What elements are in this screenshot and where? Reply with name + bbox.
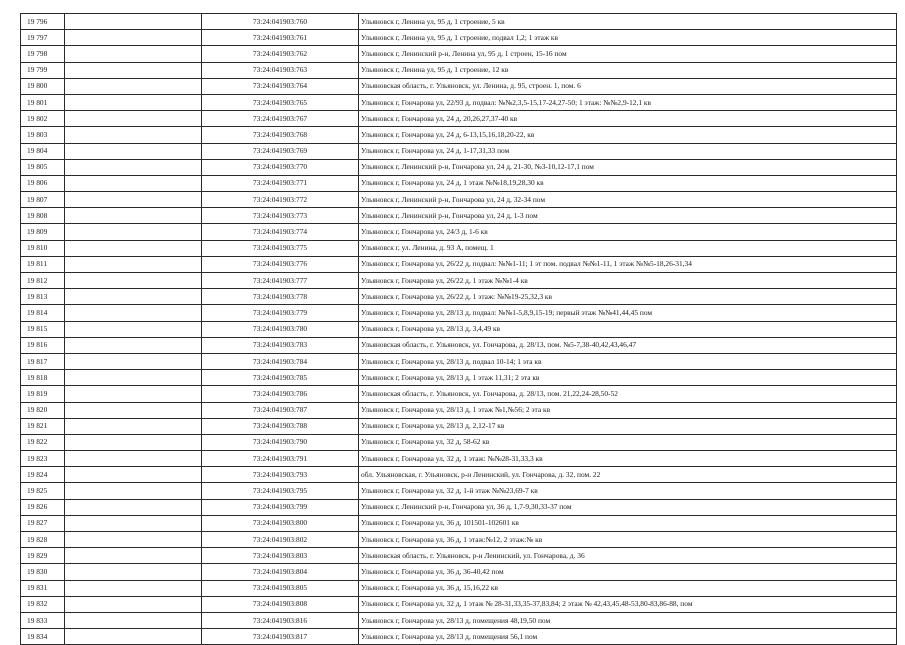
address-cell: Ульяновск г, Гончарова ул, 32 д, 58-62 кв xyxy=(359,434,897,450)
empty-cell xyxy=(65,580,202,596)
empty-cell xyxy=(65,418,202,434)
cadastral-number-cell: 73:24:041903:764 xyxy=(202,78,359,94)
cadastral-number-cell: 73:24:041903:774 xyxy=(202,224,359,240)
table-row xyxy=(21,370,897,386)
row-number-cell: 19 830 xyxy=(21,564,65,580)
table-row xyxy=(21,564,897,580)
table-row xyxy=(21,499,897,515)
table-row xyxy=(21,94,897,110)
cadastral-number-cell: 73:24:041903:761 xyxy=(202,30,359,46)
address-cell: Ульяновск г, Гончарова ул, 28/13 д, 3,4,49 кв xyxy=(359,321,897,337)
empty-cell xyxy=(65,499,202,515)
empty-cell xyxy=(65,30,202,46)
row-number-cell: 19 811 xyxy=(21,256,65,272)
empty-cell xyxy=(65,467,202,483)
property-register-table xyxy=(20,13,897,645)
address-cell: Ульяновск г, Гончарова ул, 26/22 д, 1 этаж №№1-4 кв xyxy=(359,273,897,289)
cadastral-number-cell: 73:24:041903:773 xyxy=(202,208,359,224)
cadastral-number-cell: 73:24:041903:790 xyxy=(202,434,359,450)
table-row xyxy=(21,175,897,191)
empty-cell xyxy=(65,240,202,256)
table-row xyxy=(21,256,897,272)
address-cell: Ульяновская область, г. Ульяновск, ул. Ленина, д. 95, строен. 1, пом. 6 xyxy=(359,78,897,94)
cadastral-number-cell: 73:24:041903:802 xyxy=(202,532,359,548)
empty-cell xyxy=(65,46,202,62)
empty-cell xyxy=(65,451,202,467)
address-cell: Ульяновск г, Гончарова ул, 28/13 д, подвал: №№1-5,8,9,15-19; первый этаж №№41,44,45 пом xyxy=(359,305,897,321)
cadastral-number-cell: 73:24:041903:763 xyxy=(202,62,359,78)
address-cell: Ульяновск г, Гончарова ул, 28/13 д, 1 этаж 11,31; 2 эта кв xyxy=(359,370,897,386)
cadastral-number-cell: 73:24:041903:762 xyxy=(202,46,359,62)
cadastral-number-cell: 73:24:041903:779 xyxy=(202,305,359,321)
empty-cell xyxy=(65,127,202,143)
empty-cell xyxy=(65,370,202,386)
table-row xyxy=(21,14,897,30)
row-number-cell: 19 804 xyxy=(21,143,65,159)
row-number-cell: 19 823 xyxy=(21,451,65,467)
table-row xyxy=(21,111,897,127)
cadastral-number-cell: 73:24:041903:770 xyxy=(202,159,359,175)
cadastral-number-cell: 73:24:041903:767 xyxy=(202,111,359,127)
cadastral-number-cell: 73:24:041903:783 xyxy=(202,337,359,353)
row-number-cell: 19 820 xyxy=(21,402,65,418)
empty-cell xyxy=(65,337,202,353)
address-cell: Ульяновск г, Гончарова ул, 26/22 д, 1 этаж: №№19-25,32,3 кв xyxy=(359,289,897,305)
empty-cell xyxy=(65,612,202,628)
row-number-cell: 19 799 xyxy=(21,62,65,78)
row-number-cell: 19 825 xyxy=(21,483,65,499)
address-cell: Ульяновск г, Ленинский р-н, Гончарова ул, 24 д, 21-30, №3-10,12-17,1 пом xyxy=(359,159,897,175)
table-row xyxy=(21,532,897,548)
empty-cell xyxy=(65,256,202,272)
table-row xyxy=(21,515,897,531)
row-number-cell: 19 806 xyxy=(21,175,65,191)
address-cell: Ульяновск г, ул. Ленина, д. 93 А, помещ. 1 xyxy=(359,240,897,256)
cadastral-number-cell: 73:24:041903:787 xyxy=(202,402,359,418)
address-cell: Ульяновск г, Гончарова ул, 32 д, 1 этаж № 28-31,33,35-37,83,84; 2 этаж № 42,43,45,48-53,80-83,86-88, пом xyxy=(359,596,897,612)
row-number-cell: 19 809 xyxy=(21,224,65,240)
empty-cell xyxy=(65,532,202,548)
address-cell: Ульяновск г, Гончарова ул, 24 д, 20,26,27,37-40 кв xyxy=(359,111,897,127)
table-row xyxy=(21,289,897,305)
table-row xyxy=(21,337,897,353)
address-cell: Ульяновск г, Гончарова ул, 28/13 д, подвал 10-14; 1 эта кв xyxy=(359,353,897,369)
table-row xyxy=(21,143,897,159)
cadastral-number-cell: 73:24:041903:771 xyxy=(202,175,359,191)
empty-cell xyxy=(65,596,202,612)
address-cell: Ульяновская область, г. Ульяновск, ул. Гончарова, д. 28/13, пом. №5-7,38-40,42,43,46,47 xyxy=(359,337,897,353)
empty-cell xyxy=(65,14,202,30)
row-number-cell: 19 810 xyxy=(21,240,65,256)
address-cell: Ульяновская область, г. Ульяновск, ул. Гончарова, д. 28/13, пом. 21,22,24-28,50-52 xyxy=(359,386,897,402)
table-row xyxy=(21,159,897,175)
address-cell: Ульяновск г, Гончарова ул, 24 д, 1-17,31,33 пом xyxy=(359,143,897,159)
cadastral-number-cell: 73:24:041903:768 xyxy=(202,127,359,143)
empty-cell xyxy=(65,434,202,450)
empty-cell xyxy=(65,273,202,289)
table-row xyxy=(21,208,897,224)
cadastral-number-cell: 73:24:041903:760 xyxy=(202,14,359,30)
address-cell: обл. Ульяновская, г. Ульяновск, р-н Ленинский, ул. Гончарова, д. 32, пом. 22 xyxy=(359,467,897,483)
address-cell: Ульяновская область, г. Ульяновск, р-н Ленинский, ул. Гончарова, д. 36 xyxy=(359,548,897,564)
empty-cell xyxy=(65,224,202,240)
row-number-cell: 19 800 xyxy=(21,78,65,94)
address-cell: Ульяновск г, Гончарова ул, 36 д, 1 этаж:№12, 2 этаж:№ кв xyxy=(359,532,897,548)
address-cell: Ульяновск г, Ленинский р-н, Гончарова ул, 36 д, 1,7-9,30,33-37 пом xyxy=(359,499,897,515)
empty-cell xyxy=(65,175,202,191)
address-cell: Ульяновск г, Гончарова ул, 32 д, 1 этаж: №№28-31,33,3 кв xyxy=(359,451,897,467)
table-row xyxy=(21,127,897,143)
row-number-cell: 19 807 xyxy=(21,192,65,208)
table-row xyxy=(21,580,897,596)
row-number-cell: 19 796 xyxy=(21,14,65,30)
empty-cell xyxy=(65,62,202,78)
cadastral-number-cell: 73:24:041903:786 xyxy=(202,386,359,402)
empty-cell xyxy=(65,143,202,159)
table-row xyxy=(21,353,897,369)
empty-cell xyxy=(65,629,202,645)
row-number-cell: 19 833 xyxy=(21,612,65,628)
row-number-cell: 19 832 xyxy=(21,596,65,612)
cadastral-number-cell: 73:24:041903:772 xyxy=(202,192,359,208)
cadastral-number-cell: 73:24:041903:795 xyxy=(202,483,359,499)
row-number-cell: 19 821 xyxy=(21,418,65,434)
row-number-cell: 19 803 xyxy=(21,127,65,143)
table-row xyxy=(21,483,897,499)
cadastral-number-cell: 73:24:041903:785 xyxy=(202,370,359,386)
address-cell: Ульяновск г, Гончарова ул, 28/13 д, 2,12-17 кв xyxy=(359,418,897,434)
address-cell: Ульяновск г, Ленина ул, 95 д, 1 строение, 5 кв xyxy=(359,14,897,30)
address-cell: Ульяновск г, Гончарова ул, 28/13 д, помещения 48,19,50 пом xyxy=(359,612,897,628)
address-cell: Ульяновск г, Гончарова ул, 28/13 д, помещения 56,1 пом xyxy=(359,629,897,645)
table-row xyxy=(21,305,897,321)
table-row xyxy=(21,321,897,337)
row-number-cell: 19 822 xyxy=(21,434,65,450)
address-cell: Ульяновск г, Ленинский р-н, Гончарова ул, 24 д, 1-3 пом xyxy=(359,208,897,224)
empty-cell xyxy=(65,305,202,321)
row-number-cell: 19 824 xyxy=(21,467,65,483)
row-number-cell: 19 819 xyxy=(21,386,65,402)
table-row xyxy=(21,386,897,402)
empty-cell xyxy=(65,159,202,175)
address-cell: Ульяновск г, Ленинский р-н, Ленина ул, 95 д, 1 строен, 15-16 пом xyxy=(359,46,897,62)
row-number-cell: 19 805 xyxy=(21,159,65,175)
address-cell: Ульяновск г, Гончарова ул, 28/13 д, 1 этаж №1,№56; 2 эта кв xyxy=(359,402,897,418)
cadastral-number-cell: 73:24:041903:799 xyxy=(202,499,359,515)
cadastral-number-cell: 73:24:041903:816 xyxy=(202,612,359,628)
cadastral-number-cell: 73:24:041903:780 xyxy=(202,321,359,337)
empty-cell xyxy=(65,289,202,305)
empty-cell xyxy=(65,386,202,402)
row-number-cell: 19 816 xyxy=(21,337,65,353)
address-cell: Ульяновск г, Гончарова ул, 22/93 д, подвал: №№2,3,5-15,17-24,27-50; 1 этаж: №№2,9-12,1 кв xyxy=(359,94,897,110)
cadastral-number-cell: 73:24:041903:800 xyxy=(202,515,359,531)
row-number-cell: 19 814 xyxy=(21,305,65,321)
row-number-cell: 19 798 xyxy=(21,46,65,62)
table-row xyxy=(21,629,897,645)
empty-cell xyxy=(65,548,202,564)
cadastral-number-cell: 73:24:041903:765 xyxy=(202,94,359,110)
row-number-cell: 19 827 xyxy=(21,515,65,531)
cadastral-number-cell: 73:24:041903:788 xyxy=(202,418,359,434)
row-number-cell: 19 817 xyxy=(21,353,65,369)
cadastral-number-cell: 73:24:041903:784 xyxy=(202,353,359,369)
cadastral-number-cell: 73:24:041903:778 xyxy=(202,289,359,305)
cadastral-number-cell: 73:24:041903:803 xyxy=(202,548,359,564)
address-cell: Ульяновск г, Ленинский р-н, Гончарова ул, 24 д, 32-34 пом xyxy=(359,192,897,208)
cadastral-number-cell: 73:24:041903:791 xyxy=(202,451,359,467)
address-cell: Ульяновск г, Гончарова ул, 24 д, 6-13,15,16,18,20-22, кв xyxy=(359,127,897,143)
cadastral-number-cell: 73:24:041903:776 xyxy=(202,256,359,272)
table-row xyxy=(21,62,897,78)
table-row xyxy=(21,192,897,208)
row-number-cell: 19 813 xyxy=(21,289,65,305)
empty-cell xyxy=(65,208,202,224)
row-number-cell: 19 808 xyxy=(21,208,65,224)
table-row xyxy=(21,451,897,467)
cadastral-number-cell: 73:24:041903:804 xyxy=(202,564,359,580)
address-cell: Ульяновск г, Гончарова ул, 32 д, 1-й этаж №№23,69-7 кв xyxy=(359,483,897,499)
cadastral-number-cell: 73:24:041903:769 xyxy=(202,143,359,159)
row-number-cell: 19 815 xyxy=(21,321,65,337)
row-number-cell: 19 831 xyxy=(21,580,65,596)
table-row xyxy=(21,548,897,564)
empty-cell xyxy=(65,94,202,110)
row-number-cell: 19 797 xyxy=(21,30,65,46)
address-cell: Ульяновск г, Ленина ул, 95 д, 1 строение, 12 кв xyxy=(359,62,897,78)
row-number-cell: 19 801 xyxy=(21,94,65,110)
cadastral-number-cell: 73:24:041903:808 xyxy=(202,596,359,612)
cadastral-number-cell: 73:24:041903:775 xyxy=(202,240,359,256)
table-row xyxy=(21,434,897,450)
empty-cell xyxy=(65,515,202,531)
address-cell: Ульяновск г, Гончарова ул, 36 д, 36-40,42 пом xyxy=(359,564,897,580)
table-row xyxy=(21,467,897,483)
address-cell: Ульяновск г, Гончарова ул, 36 д, 101501-102601 кв xyxy=(359,515,897,531)
table-row xyxy=(21,30,897,46)
row-number-cell: 19 829 xyxy=(21,548,65,564)
cadastral-number-cell: 73:24:041903:793 xyxy=(202,467,359,483)
table-row xyxy=(21,612,897,628)
empty-cell xyxy=(65,321,202,337)
row-number-cell: 19 826 xyxy=(21,499,65,515)
empty-cell xyxy=(65,564,202,580)
empty-cell xyxy=(65,78,202,94)
cadastral-number-cell: 73:24:041903:805 xyxy=(202,580,359,596)
empty-cell xyxy=(65,483,202,499)
address-cell: Ульяновск г, Гончарова ул, 36 д, 15,16,22 кв xyxy=(359,580,897,596)
row-number-cell: 19 818 xyxy=(21,370,65,386)
address-cell: Ульяновск г, Гончарова ул, 26/22 д, подвал: №№1-11; 1 эт пом. подвал №№1-11, 1 этаж №№5-18,26-31,34 xyxy=(359,256,897,272)
address-cell: Ульяновск г, Ленина ул, 95 д, 1 строение, подвал 1,2; 1 этаж кв xyxy=(359,30,897,46)
row-number-cell: 19 802 xyxy=(21,111,65,127)
table-row xyxy=(21,240,897,256)
table-row xyxy=(21,273,897,289)
empty-cell xyxy=(65,353,202,369)
table-row xyxy=(21,46,897,62)
table-row xyxy=(21,418,897,434)
table-row xyxy=(21,596,897,612)
address-cell: Ульяновск г, Гончарова ул, 24 д, 1 этаж №№18,19,28,30 кв xyxy=(359,175,897,191)
row-number-cell: 19 834 xyxy=(21,629,65,645)
empty-cell xyxy=(65,111,202,127)
table-body xyxy=(21,14,897,645)
row-number-cell: 19 828 xyxy=(21,532,65,548)
address-cell: Ульяновск г, Гончарова ул, 24/3 д, 1-6 кв xyxy=(359,224,897,240)
table-row xyxy=(21,402,897,418)
empty-cell xyxy=(65,192,202,208)
cadastral-number-cell: 73:24:041903:817 xyxy=(202,629,359,645)
empty-cell xyxy=(65,402,202,418)
table-row xyxy=(21,78,897,94)
row-number-cell: 19 812 xyxy=(21,273,65,289)
table-row xyxy=(21,224,897,240)
cadastral-number-cell: 73:24:041903:777 xyxy=(202,273,359,289)
